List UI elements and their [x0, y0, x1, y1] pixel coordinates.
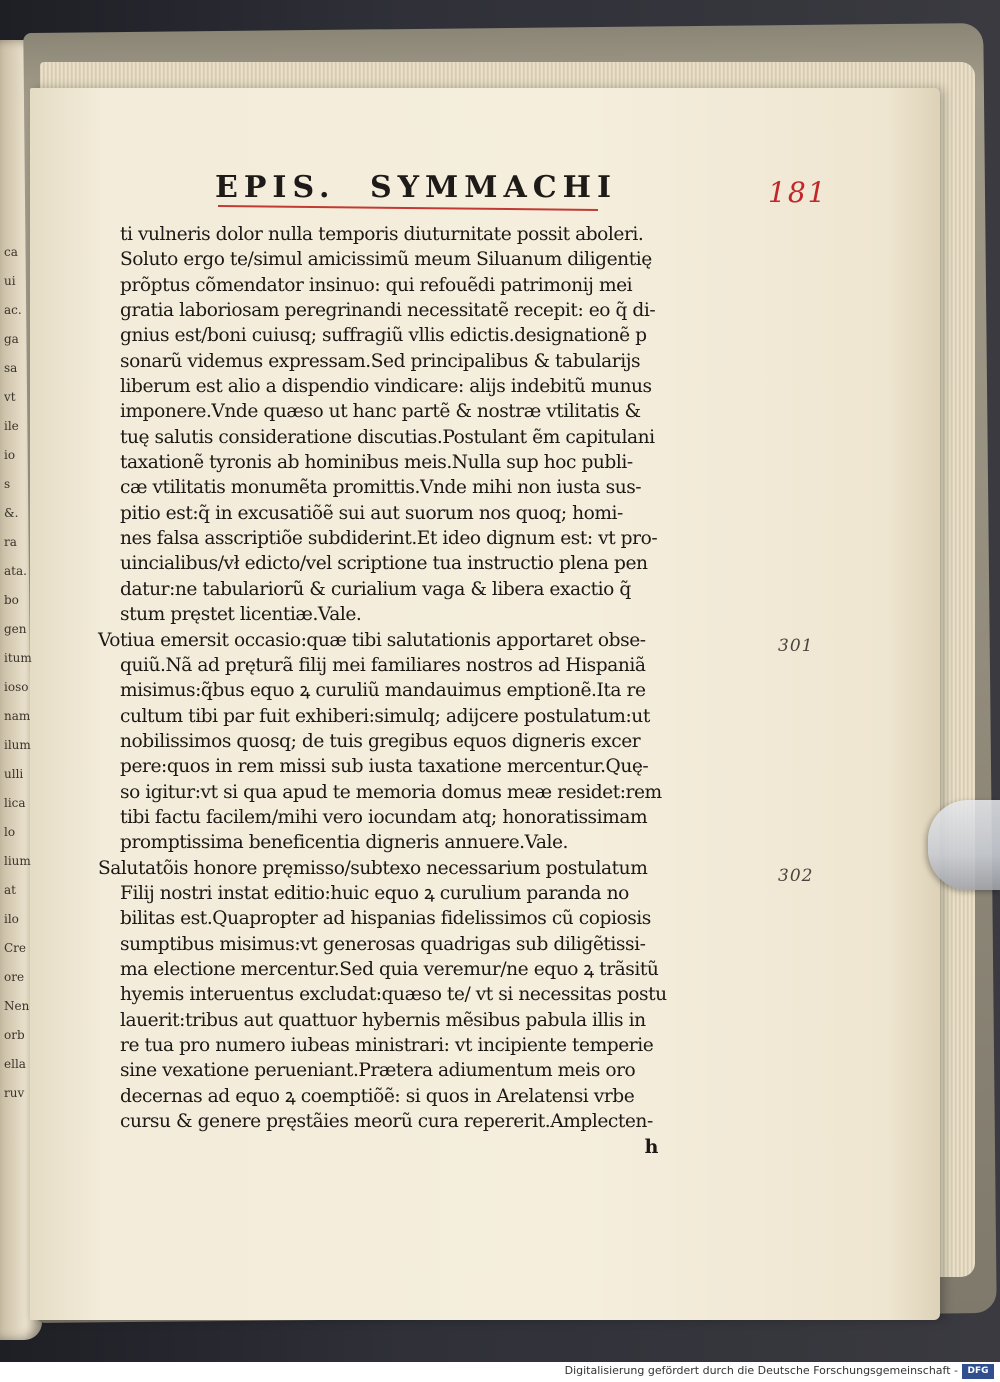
left-page-fragment: gen [4, 622, 27, 636]
text-line: datur:ne tabulariorũ & curialium vaga & libera exactio q̃ [120, 578, 631, 600]
left-page-fragment: lica [4, 796, 26, 810]
dfg-logo: DFG [962, 1364, 994, 1379]
left-page-fragment: sa [4, 361, 18, 375]
left-page-fragment: ac. [4, 303, 22, 317]
text-line: misimus:q̃bus equo ꝝ curuliũ mandauimus emptionẽ.Ita re [120, 680, 646, 702]
text-line: ti vulneris dolor nulla temporis diuturnitate possit aboleri. [120, 224, 644, 245]
text-line: cultum tibi par fuit exhiberi:simulq; adijcere postulatum:ut [120, 705, 650, 727]
text-line: cursu & genere pręstãies meorũ cura repererit.Amplecten- [120, 1111, 653, 1133]
text-line: sumptibus misimus:vt generosas quadrigas sub diligẽtissi- [120, 933, 646, 955]
left-page-fragment: vt [4, 390, 16, 404]
text-line: gratia laboriosam peregrinandi necessitatẽ recepit: eo q̃ di- [120, 300, 656, 322]
footer-bar [0, 1362, 1000, 1382]
text-line: promptissima beneficentia digneris annuere.Vale. [120, 832, 569, 854]
text-line: so igitur:vt si qua apud te memoria domus meæ residet:rem [120, 781, 662, 803]
text-line: imponere.Vnde quæso ut hanc partẽ & nostræ vtilitatis & [120, 401, 641, 423]
text-line: sonarũ videmus expressam.Sed principalibus & tabularijs [120, 350, 641, 372]
text-line: liberum est alio a dispendio vindicare: alijs indebitũ munus [120, 376, 652, 398]
left-page-fragment: ui [4, 274, 16, 288]
left-page-fragment: ella [4, 1057, 26, 1071]
left-page-fragment: ilo [4, 912, 19, 926]
text-line: tibi factu facilem/mihi vero iocundam atq; honoratissimam [120, 806, 648, 828]
catchword: h [644, 1136, 658, 1159]
left-page-fragment: lium [4, 854, 31, 868]
text-line: hyemis interuentus excludat:quæso te/ vt si necessitas postu [120, 984, 667, 1006]
running-head-part: SYMMACHI [369, 170, 617, 205]
text-line: nes falsa asscriptiõe subdiderint.Et ideo dignum est: vt pro- [120, 528, 658, 550]
plastic-page-clip [928, 800, 1000, 890]
left-page-fragment: Cre [4, 941, 27, 955]
left-page-fragment: Nen [4, 999, 30, 1013]
text-line: gnius est/boni cuiusq; suffragiũ vllis edictis.designationẽ p [120, 325, 647, 347]
text-line: re tua pro numero iubeas ministrari: vt incipiente temperie [120, 1035, 654, 1056]
text-line: uincialibus/vł edicto/vel scriptione tua instructio plena pen [120, 553, 648, 575]
left-page-fragment: at [4, 883, 16, 897]
margin-note: 302 [778, 866, 814, 886]
margin-note: 301 [778, 636, 814, 656]
left-page-fragment: ata. [4, 564, 27, 578]
left-page-fragment: s [4, 477, 11, 491]
text-line: tuę salutis consideratione discutias.Postulant ẽm capitulani [120, 426, 655, 448]
footer-credit: Digitalisierung gefördert durch die Deutsche Forschungsgemeinschaft - [564, 1364, 958, 1377]
letter-text-block [98, 222, 718, 1160]
text-line: sine vexatione perueniant.Prætera adiumentum meis oro [120, 1060, 636, 1082]
text-line: bilitas est.Quapropter ad hispanias fidelissimos cũ copiosis [120, 908, 651, 930]
left-page-fragment: bo [4, 593, 19, 607]
left-page-fragment: nam [4, 709, 31, 723]
left-page-fragment: ra [4, 535, 17, 549]
left-page-fragment: ruv [4, 1086, 25, 1100]
left-page-fragment: lo [4, 825, 16, 839]
running-head [215, 170, 635, 205]
text-line: ma electione mercentur.Sed quia veremur/ne equo ꝝ trãsitũ [120, 958, 659, 980]
left-page-fragment: ilum [4, 738, 31, 752]
left-page-fragment: ulli [4, 767, 24, 781]
left-page-fragment: ile [4, 419, 19, 433]
text-line: decernas ad equo ꝝ coemptiõẽ: si quos in Arelatensi vrbe [120, 1085, 635, 1107]
text-line: Salutatõis honore pręmisso/subtexo necessarium postulatum [98, 857, 648, 879]
text-line: stum pręstet licentiæ.Vale. [120, 604, 362, 626]
left-page-fragment: io [4, 448, 16, 462]
left-page-fragment: itum [4, 651, 32, 665]
text-line: pitio est:q̃ in excusatiõẽ sui aut suorum nos quoq; homi- [120, 502, 623, 524]
left-page-fragment: ore [4, 970, 25, 984]
left-page-fragment: &. [4, 506, 19, 520]
left-page-fragment: ioso [4, 680, 29, 694]
text-line: taxationẽ tyronis ab hominibus meis.Nulla sup hoc publi- [120, 452, 633, 474]
left-page-fragment: ca [4, 245, 18, 259]
text-line: prõptus cõmendator insinuo: qui refouẽdi patrimonij mei [120, 274, 633, 296]
text-line: cæ vtilitatis monumẽta promittis.Vnde mihi non iusta sus- [120, 477, 642, 499]
running-head-part: EPIS. [215, 170, 336, 205]
text-line: quiũ.Nã ad pręturã filij mei familiares nostros ad Hispaniã [120, 654, 646, 676]
folio-number: 181 [768, 176, 828, 209]
text-line: lauerit:tribus aut quattuor hybernis mẽsibus pabula illis in [120, 1009, 646, 1031]
text-line: Votiua emersit occasio:quæ tibi salutationis apportaret obse- [98, 629, 646, 651]
text-line: Soluto ergo te/simul amicissimũ meum Siluanum diligentię [120, 249, 652, 271]
text-line: pere:quos in rem missi sub iusta taxatione mercentur.Quę- [120, 756, 649, 778]
left-page-fragment: ga [4, 332, 19, 346]
text-line: Filij nostri instat editio:huic equo ꝝ curulium paranda no [120, 882, 629, 904]
text-line: nobilissimos quosq; de tuis gregibus equos digneris excer [120, 730, 641, 752]
left-page-fragment: orb [4, 1028, 25, 1042]
